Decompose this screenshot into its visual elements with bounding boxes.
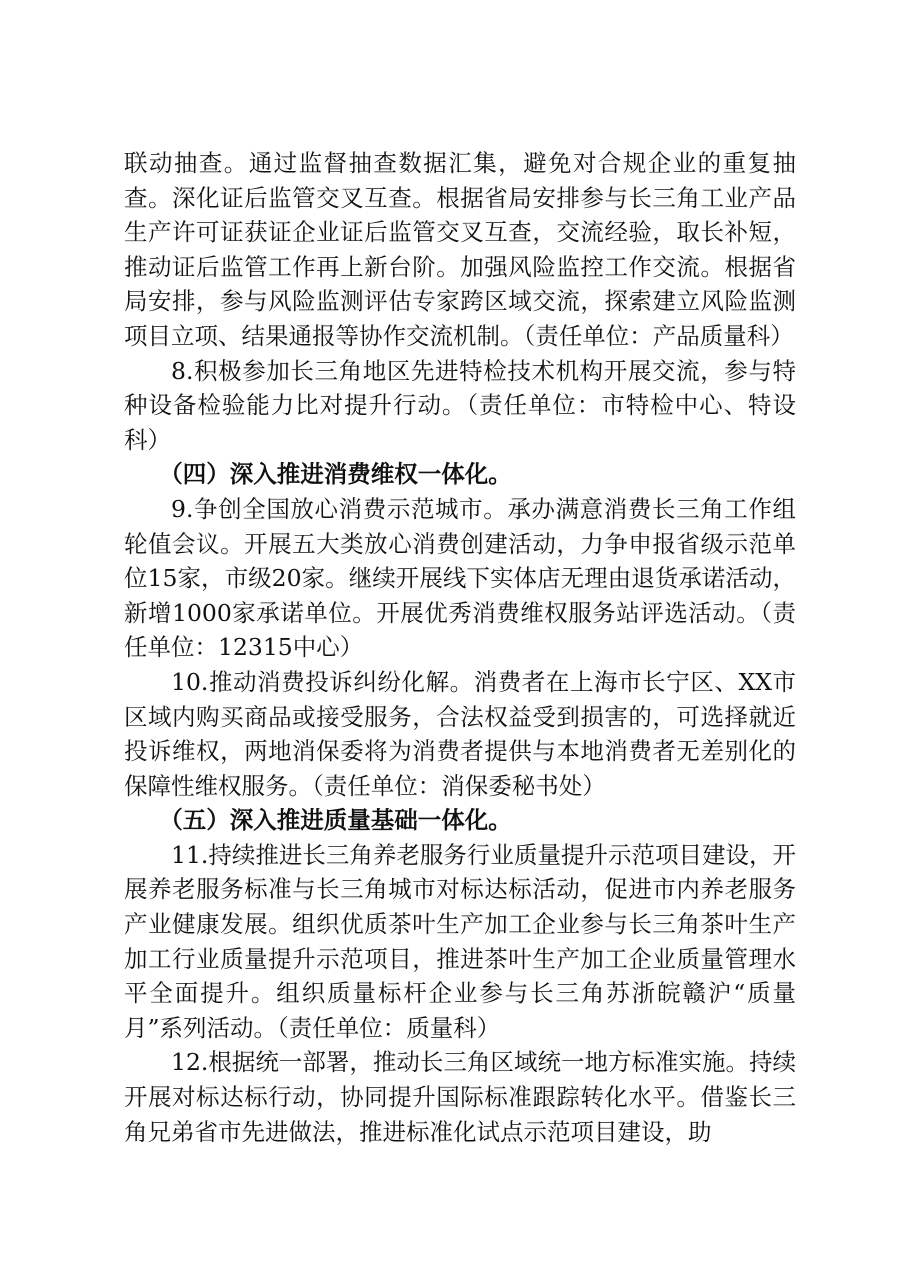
paragraph-item-10: 10.推动消费投诉纠纷化解。消费者在上海市长宁区、XX市区域内购买商品或接受服务，合法权益受到损害的，可选择就近投诉维权，两地消保委将为消费者提供与本地消费者无差别化的保障性维权服务。（责任单位：消保委秘书处） [124, 667, 796, 800]
paragraph-item-11: 11.持续推进长三角养老服务行业质量提升示范项目建设，开展养老服务标准与长三角城市对标达标活动，促进市内养老服务产业健康发展。组织优质茶叶生产加工企业参与长三角茶叶生产加工行业质量提升示范项目，推进茶叶生产加工企业质量管理水平全面提升。组织质量标杆企业参与长三角苏浙皖赣沪“质量月”系列活动。（责任单位：质量科） [124, 840, 796, 1042]
paragraph-item-9: 9.争创全国放心消费示范城市。承办满意消费长三角工作组轮值会议。开展五大类放心消费创建活动，力争申报省级示范单位15家，市级20家。继续开展线下实体店无理由退货承诺活动，新增1000家承诺单位。开展优秀消费维权服务站评选活动。（责任单位：12315中心） [124, 494, 796, 662]
paragraph-item-12: 12.根据统一部署，推动长三角区域统一地方标准实施。持续开展对标达标行动，协同提升国际标准跟踪转化水平。借鉴长三角兄弟省市先进做法，推进标准化试点示范项目建设，助 [124, 1048, 796, 1146]
section-heading-consumer-rights: （四）深入推进消费维权一体化。 [159, 460, 512, 489]
section-heading-quality-infrastructure: （五）深入推进质量基础一体化。 [159, 806, 512, 835]
paragraph-product-quality-continued: 联动抽查。通过监督抽查数据汇集，避免对合规企业的重复抽查。深化证后监管交叉互查。根据省局安排参与长三角工业产品生产许可证获证企业证后监管交叉互查，交流经验，取长补短，推动证后监管工作再上新台阶。加强风险监控工作交流。根据省局安排，参与风险监测评估专家跨区域交流，探索建立风险监测项目立项、结果通报等协作交流机制。（责任单位：产品质量科） [124, 149, 796, 350]
paragraph-item-8: 8.积极参加长三角地区先进特检技术机构开展交流，参与特种设备检验能力比对提升行动。（责任单位：市特检中心、特设科） [124, 356, 796, 454]
document-body [124, 146, 796, 1149]
